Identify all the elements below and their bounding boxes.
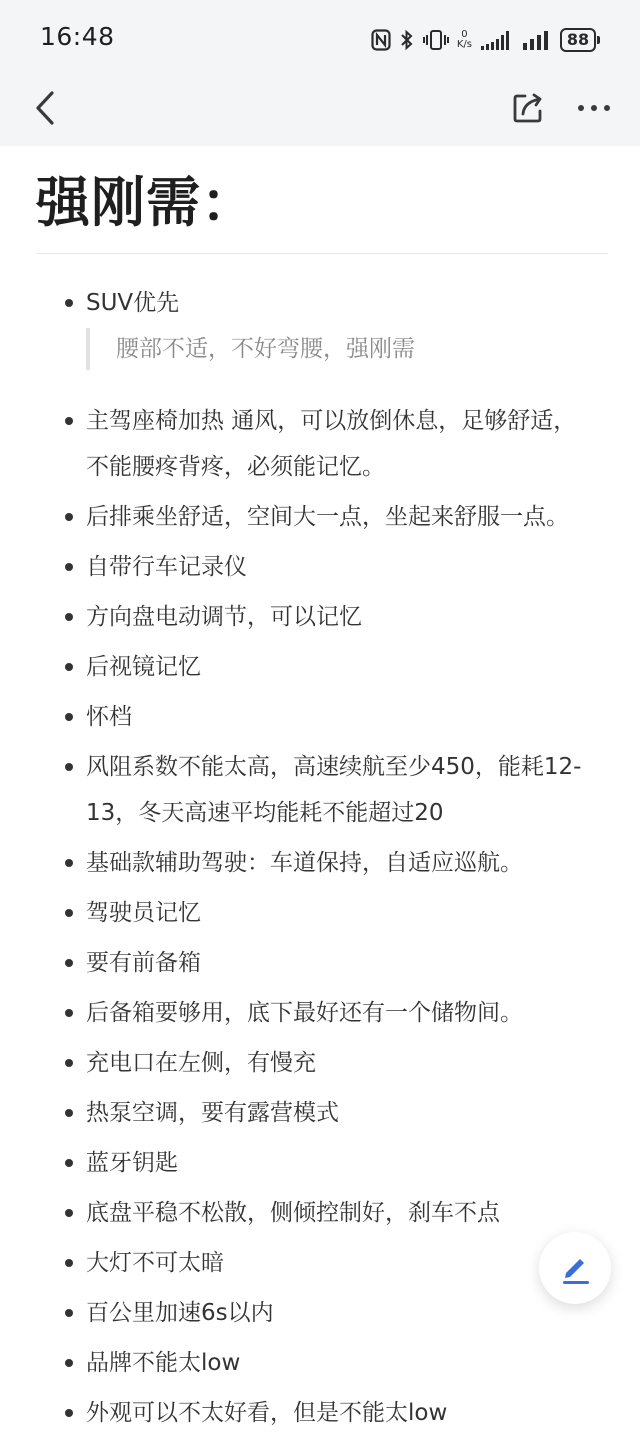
bullet-dot — [65, 299, 73, 307]
list-item-text: 要有前备箱 — [86, 950, 201, 976]
status-icons — [371, 24, 600, 56]
list-item-text: SUV优先 — [86, 290, 180, 316]
list-item-text: 基础款辅助驾驶：车道保持，自适应巡航。 — [86, 850, 523, 876]
bullet-dot — [65, 1009, 73, 1017]
bullet-dot — [65, 713, 73, 721]
bullet-dot — [65, 1409, 73, 1417]
chevron-left-icon — [28, 88, 64, 128]
list-item — [0, 280, 640, 370]
list-item — [0, 494, 640, 540]
bullet-dot — [65, 763, 73, 771]
list-item — [0, 398, 640, 490]
list-item — [0, 1190, 640, 1236]
back-button[interactable] — [28, 88, 64, 128]
bullet-dot — [65, 663, 73, 671]
battery-indicator — [560, 28, 600, 52]
bullet-dot — [65, 1359, 73, 1367]
list-item-text: 外观可以不太好看，但是不能太low — [86, 1400, 448, 1426]
edit-pencil-icon — [557, 1250, 593, 1286]
bullet-dot — [65, 417, 73, 425]
top-bar — [0, 0, 640, 146]
edit-button[interactable] — [539, 1232, 611, 1304]
list-item-text: 品牌不能太low — [86, 1350, 241, 1376]
list-item — [0, 1290, 640, 1336]
list-item — [0, 890, 640, 936]
network-speed — [457, 30, 472, 50]
bullet-dot — [65, 959, 73, 967]
list-item-text: 怀档 — [86, 704, 132, 730]
list-item — [0, 1140, 640, 1186]
share-icon — [510, 90, 546, 126]
list-item-text: 热泵空调，要有露营模式 — [86, 1100, 339, 1126]
bluetooth-icon — [399, 28, 415, 52]
list-item — [0, 744, 640, 836]
title-divider — [36, 253, 608, 254]
nfc-icon — [371, 29, 391, 51]
list-item-text: 充电口在左侧，有慢充 — [86, 1050, 316, 1076]
vibrate-icon — [423, 28, 449, 52]
list-item — [0, 1390, 640, 1436]
list-item-text: 蓝牙钥匙 — [86, 1150, 178, 1176]
list-item — [0, 840, 640, 886]
list-item-text: 驾驶员记忆 — [86, 900, 201, 926]
list-item-text: 风阻系数不能太高，高速续航至少450，能耗12-13，冬天高速平均能耗不能超过20 — [86, 754, 582, 826]
more-dots-icon — [574, 92, 614, 124]
list-item — [0, 544, 640, 590]
list-item — [0, 644, 640, 690]
bullet-dot — [65, 563, 73, 571]
battery-tip — [597, 36, 600, 44]
list-item — [0, 940, 640, 986]
page-title: 强刚需： — [36, 171, 256, 234]
list-item — [0, 594, 640, 640]
list-item — [0, 990, 640, 1036]
signal-icon — [522, 29, 552, 51]
share-button[interactable] — [510, 90, 546, 126]
list-item — [0, 1040, 640, 1086]
list-item-text: 后备箱要够用，底下最好还有一个储物间。 — [86, 1000, 523, 1026]
battery-level: 88 — [560, 28, 596, 52]
list-item-text: 百公里加速6s以内 — [86, 1300, 274, 1326]
bullet-dot — [65, 859, 73, 867]
bullet-dot — [65, 1209, 73, 1217]
bullet-dot — [65, 513, 73, 521]
bullet-dot — [65, 1159, 73, 1167]
list-item-text: 底盘平稳不松散，侧倾控制好，刹车不点 — [86, 1200, 500, 1226]
list-item-text: 自带行车记录仪 — [86, 554, 247, 580]
network-speed-value: 0 — [461, 29, 468, 40]
list-item-text: 后视镜记忆 — [86, 654, 201, 680]
more-button[interactable] — [574, 92, 614, 124]
list-item — [0, 1090, 640, 1136]
network-speed-unit: K/s — [456, 39, 472, 50]
list-item-text: 大灯不可太暗 — [86, 1250, 224, 1276]
list-item — [0, 1340, 640, 1386]
bullet-dot — [65, 613, 73, 621]
list-item-text: 方向盘电动调节，可以记忆 — [86, 604, 362, 630]
status-time: 16:48 — [40, 22, 115, 51]
bullet-dot — [65, 1259, 73, 1267]
bullet-dot — [65, 1109, 73, 1117]
list-item-quote: 腰部不适，不好弯腰，强刚需 — [86, 328, 596, 370]
list-item — [0, 694, 640, 740]
bullet-dot — [65, 909, 73, 917]
list-item-text: 后排乘坐舒适，空间大一点，坐起来舒服一点。 — [86, 504, 569, 530]
bullet-dot — [65, 1309, 73, 1317]
bullet-dot — [65, 1059, 73, 1067]
signal-icon — [480, 29, 514, 51]
list-item-text: 主驾座椅加热 通风，可以放倒休息，足够舒适，不能腰疼背疼，必须能记忆。 — [86, 408, 577, 480]
